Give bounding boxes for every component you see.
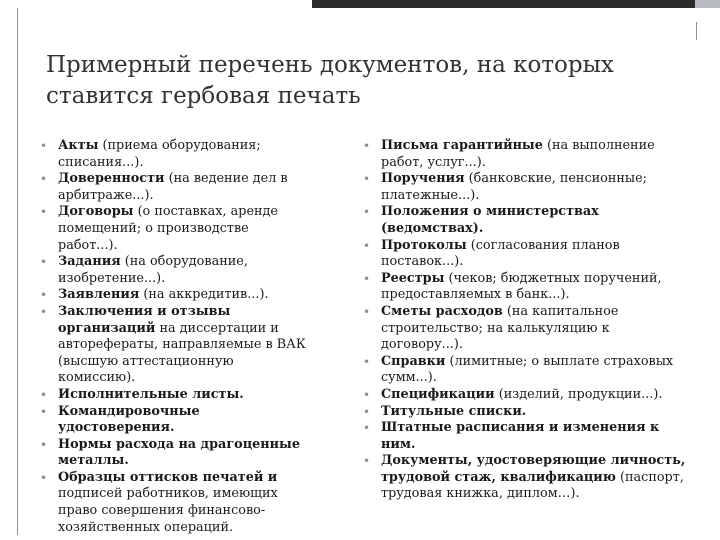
slide-title-line: Примерный перечень документов, на которых xyxy=(46,52,614,78)
bullet-icon: • xyxy=(363,421,371,436)
bullet-icon: • xyxy=(40,255,48,270)
item-term: Протоколы xyxy=(381,237,467,253)
item-term: Исполнительные листы. xyxy=(58,386,244,402)
document-list-left xyxy=(40,138,312,536)
item-term: Титульные списки. xyxy=(381,403,527,419)
item-detail: (на ведение дел в арбитраже...). xyxy=(58,171,288,203)
item-term: Заключения и отзывы организаций xyxy=(58,303,231,336)
bullet-icon: • xyxy=(40,288,48,303)
item-term: Штатные расписания и изменения к ним. xyxy=(381,420,660,452)
bullet-icon: • xyxy=(40,304,48,319)
item-term: Нормы расхода на драгоценные металлы. xyxy=(58,436,301,469)
item-term: Спецификации xyxy=(381,386,495,402)
bullet-icon: • xyxy=(40,172,48,187)
list-item xyxy=(40,171,312,204)
item-detail: (паспорт, трудовая книжка, диплом…). xyxy=(381,469,684,502)
item-detail: (банковские, пенсионные; платежные...). xyxy=(381,171,647,203)
bullet-icon: • xyxy=(40,404,48,419)
item-detail: (на выполнение работ, услуг...). xyxy=(381,138,655,170)
item-term: Командировочные удостоверения. xyxy=(58,403,200,436)
list-item xyxy=(40,387,312,404)
bullet-icon: • xyxy=(363,387,371,402)
list-item xyxy=(363,238,693,271)
slide-frame-corner xyxy=(696,22,697,40)
list-item xyxy=(363,420,693,453)
item-detail: подписей работников, имеющих право совершения финансово-хозяйственных операций. xyxy=(58,486,278,535)
item-term: Доверенности xyxy=(58,171,165,187)
item-detail: на диссертации и авторефераты, направляемые в ВАК (высшую аттестационную комиссию). xyxy=(58,320,306,386)
item-term: Реестры xyxy=(381,270,445,286)
list-item xyxy=(40,437,312,470)
list-item xyxy=(40,254,312,287)
top-accent-bar-end xyxy=(695,0,720,8)
bullet-icon: • xyxy=(40,470,48,485)
list-item xyxy=(363,354,693,387)
item-detail: (лимитные; о выплате страховых сумм...). xyxy=(381,353,674,386)
list-item xyxy=(363,304,693,354)
list-item xyxy=(363,271,693,304)
item-detail: (на аккредитив...). xyxy=(139,287,269,303)
bullet-icon: • xyxy=(40,437,48,452)
item-detail: (на капитальное строительство; на калькуляцию к договору...). xyxy=(381,303,619,353)
item-detail: (изделий, продукции...). xyxy=(494,386,663,402)
item-term: Договоры xyxy=(58,204,134,220)
slide-title xyxy=(46,50,686,112)
list-item xyxy=(40,138,312,171)
bullet-icon: • xyxy=(363,139,371,153)
top-accent-bar xyxy=(312,0,695,8)
bullet-icon: • xyxy=(40,205,48,220)
item-detail: (о поставках, аренде помещений; о производстве работ...). xyxy=(58,204,279,253)
item-term: Поручения xyxy=(381,171,465,187)
list-item xyxy=(363,204,693,237)
item-term: Задания xyxy=(58,254,121,270)
item-detail: (на оборудование, изобретение...). xyxy=(58,254,248,286)
bullet-icon: • xyxy=(40,139,48,153)
bullet-icon: • xyxy=(363,354,371,369)
item-term: Образцы оттисков печатей и xyxy=(58,469,278,485)
document-list-right xyxy=(363,138,693,503)
bullet-icon: • xyxy=(363,205,371,220)
list-item xyxy=(40,404,312,437)
bullet-icon: • xyxy=(363,172,371,187)
item-term: Письма гарантийные xyxy=(381,138,543,153)
slide-frame-line xyxy=(17,8,18,535)
bullet-icon: • xyxy=(363,304,371,319)
item-term: Справки xyxy=(381,353,446,369)
list-item xyxy=(40,304,312,387)
list-item xyxy=(363,404,693,421)
item-term: Акты xyxy=(58,138,99,153)
item-detail: (согласования планов поставок...). xyxy=(381,237,620,270)
list-item xyxy=(363,387,693,404)
slide-title-line: ставится гербовая печать xyxy=(46,83,361,109)
item-term: Положения о министерствах (ведомствах). xyxy=(381,204,599,236)
bullet-icon: • xyxy=(363,454,371,469)
list-item xyxy=(363,453,693,503)
list-item xyxy=(363,171,693,204)
item-detail: (приема оборудования; списания...). xyxy=(58,138,261,170)
item-term: Сметы расходов xyxy=(381,303,503,319)
bullet-icon: • xyxy=(40,387,48,402)
list-item xyxy=(40,470,312,536)
item-detail: (чеков; бюджетных поручений, предоставляемых в банк...). xyxy=(381,270,662,303)
list-item xyxy=(40,204,312,254)
list-item xyxy=(363,138,693,171)
list-item xyxy=(40,287,312,304)
bullet-icon: • xyxy=(363,404,371,419)
bullet-icon: • xyxy=(363,271,371,286)
bullet-icon: • xyxy=(363,238,371,253)
item-term: Заявления xyxy=(58,287,140,303)
item-term: Документы, удостоверяющие личность, трудовой стаж, квалификацию xyxy=(381,453,686,485)
